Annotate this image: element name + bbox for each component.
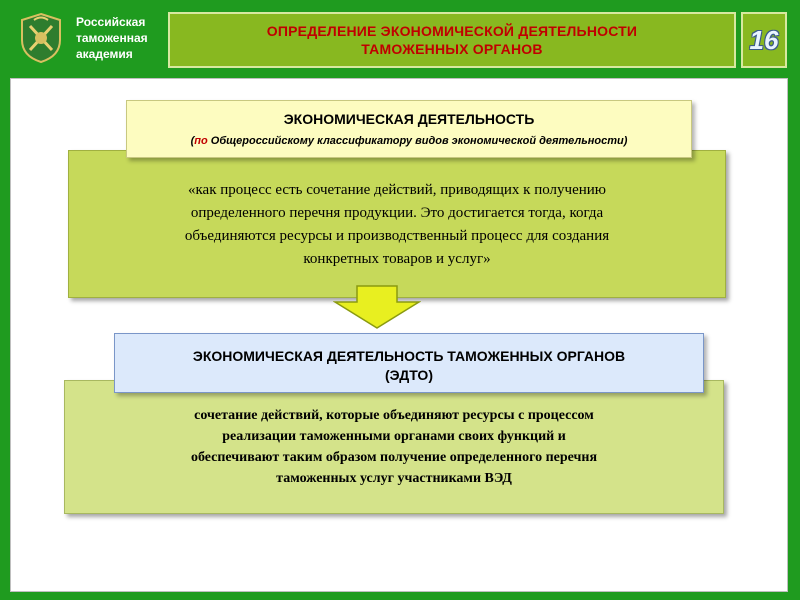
edto-title-line-1: ЭКОНОМИЧЕСКАЯ ДЕЯТЕЛЬНОСТЬ ТАМОЖЕННЫХ ОРГАНОВ [192,348,626,364]
definition-title: ЭКОНОМИЧЕСКАЯ ДЕЯТЕЛЬНОСТЬ [283,111,535,127]
definition-line-2: определенного перечня продукции. Это достигается тогда, когда [190,205,604,221]
org-line-1: Российская [76,15,146,29]
slide-title-line-1: ОПРЕДЕЛЕНИЕ ЭКОНОМИЧЕСКОЙ ДЕЯТЕЛЬНОСТИ [266,23,638,39]
edto-title-line-2: (ЭДТО) [384,367,433,383]
edto-line-1: сочетание действий, которые объединяют ресурсы с процессом [194,408,594,423]
edto-title-box [114,333,704,393]
org-line-2: таможенная [76,31,148,45]
edto-text [65,405,723,489]
slide-title-line-2: ТАМОЖЕННЫХ ОРГАНОВ [361,41,543,57]
org-line-3: академия [76,47,133,61]
edto-line-4: таможенных услуг участниками ВЭД [276,471,512,486]
down-arrow-icon [333,284,421,330]
definition-line-1: «как процесс есть сочетание действий, приводящих к получению [187,182,606,198]
definition-title-box [126,100,692,158]
definition-text [69,179,725,271]
source-open-paren: ( [190,135,195,147]
source-rest: Общероссийскому классификатору видов экономической деятельности) [207,135,628,147]
edto-definition-box [64,380,724,514]
edto-line-2: реализации таможенными органами своих функций и [222,429,566,444]
slide-title-bar [168,12,736,68]
customs-emblem-icon [18,12,64,64]
edto-line-3: обеспечивают таким образом получение определенного перечня [190,450,598,465]
slide-number: 16 [741,12,787,68]
source-po: по [194,135,208,147]
definition-line-3: объединяются ресурсы и производственный процесс для создания [184,228,610,244]
definition-source [127,135,691,147]
organization-name [76,14,166,62]
definition-box [68,150,726,298]
header-branding [0,0,166,74]
definition-line-4: конкретных товаров и услуг» [303,251,491,267]
